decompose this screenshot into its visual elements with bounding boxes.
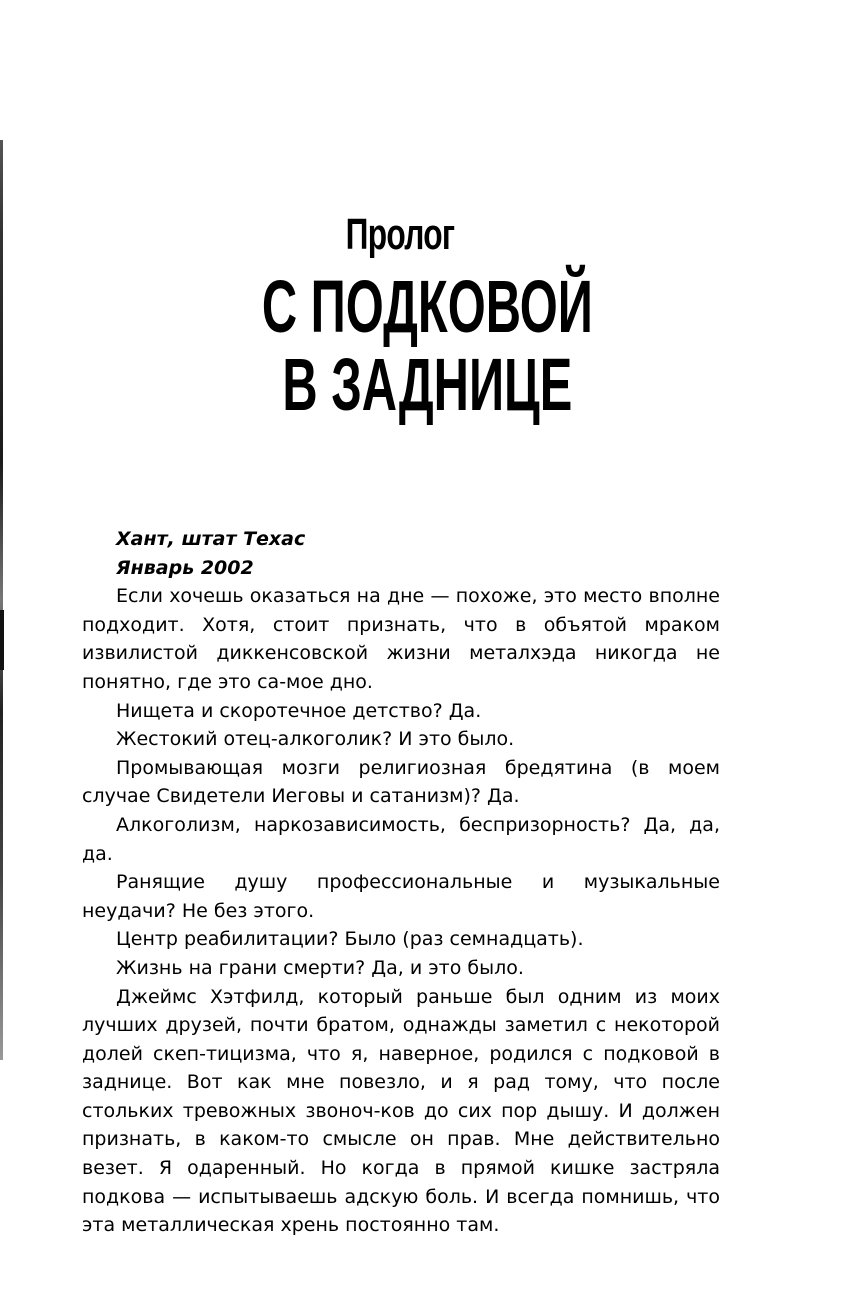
- chapter-title-line-2: В ЗАДНИЦЕ: [282, 343, 573, 426]
- paragraph: Нищета и скоротечное детство? Да.: [116, 699, 482, 722]
- paragraph: Алкоголизм, наркозависимость, беспризорность? Да, да, да.: [82, 813, 720, 865]
- setting-place: Хант, штат Техас: [116, 528, 306, 550]
- chapter-title: [145, 265, 709, 426]
- paragraph: Центр реабилитации? Было (раз семнадцать).: [116, 928, 584, 951]
- paragraph: Жизнь на грани смерти? Да, и это было.: [116, 956, 524, 979]
- setting-date: Январь 2002: [116, 556, 254, 579]
- paragraph: Если хочешь оказаться на дне — похоже, это место вполне подходит. Хотя, стоит признать, что в объятой мраком извилистой диккенсовской жизни металхэда никогда не понятно, где это са-мое дно.: [82, 585, 720, 693]
- paragraph: Промывающая мозги религиозная бредятина (в моем случае Свидетели Иеговы и сатанизм)? Да.: [82, 756, 720, 808]
- paragraph: Ранящие душу профессиональные и музыкальные неудачи? Не без этого.: [82, 871, 720, 922]
- prologue-label: Пролог: [345, 210, 455, 259]
- chapter-title-line-1: С ПОДКОВОЙ: [261, 265, 593, 348]
- body-text: [82, 525, 720, 1240]
- paragraph: Джеймс Хэтфилд, который раньше был одним из моих лучших друзей, почти братом, однажды заметил с некоторой долей скеп-тицизма, что я, наверное, родился с подковой в заднице. Вот как мне повезло, и я рад тому, что после стольких тревожных звоноч-ков до сих пор дышу. И должен признать, в каком-то смысле он прав. Мне действительно везет. Я одаренный. Но когда в прямой кишке застряла подкова — испытываешь адскую боль. И всегда помнишь, что эта металлическая хрень постоянно там.: [82, 985, 720, 1237]
- paragraph: Жестокий отец-алкоголик? И это было.: [116, 728, 515, 751]
